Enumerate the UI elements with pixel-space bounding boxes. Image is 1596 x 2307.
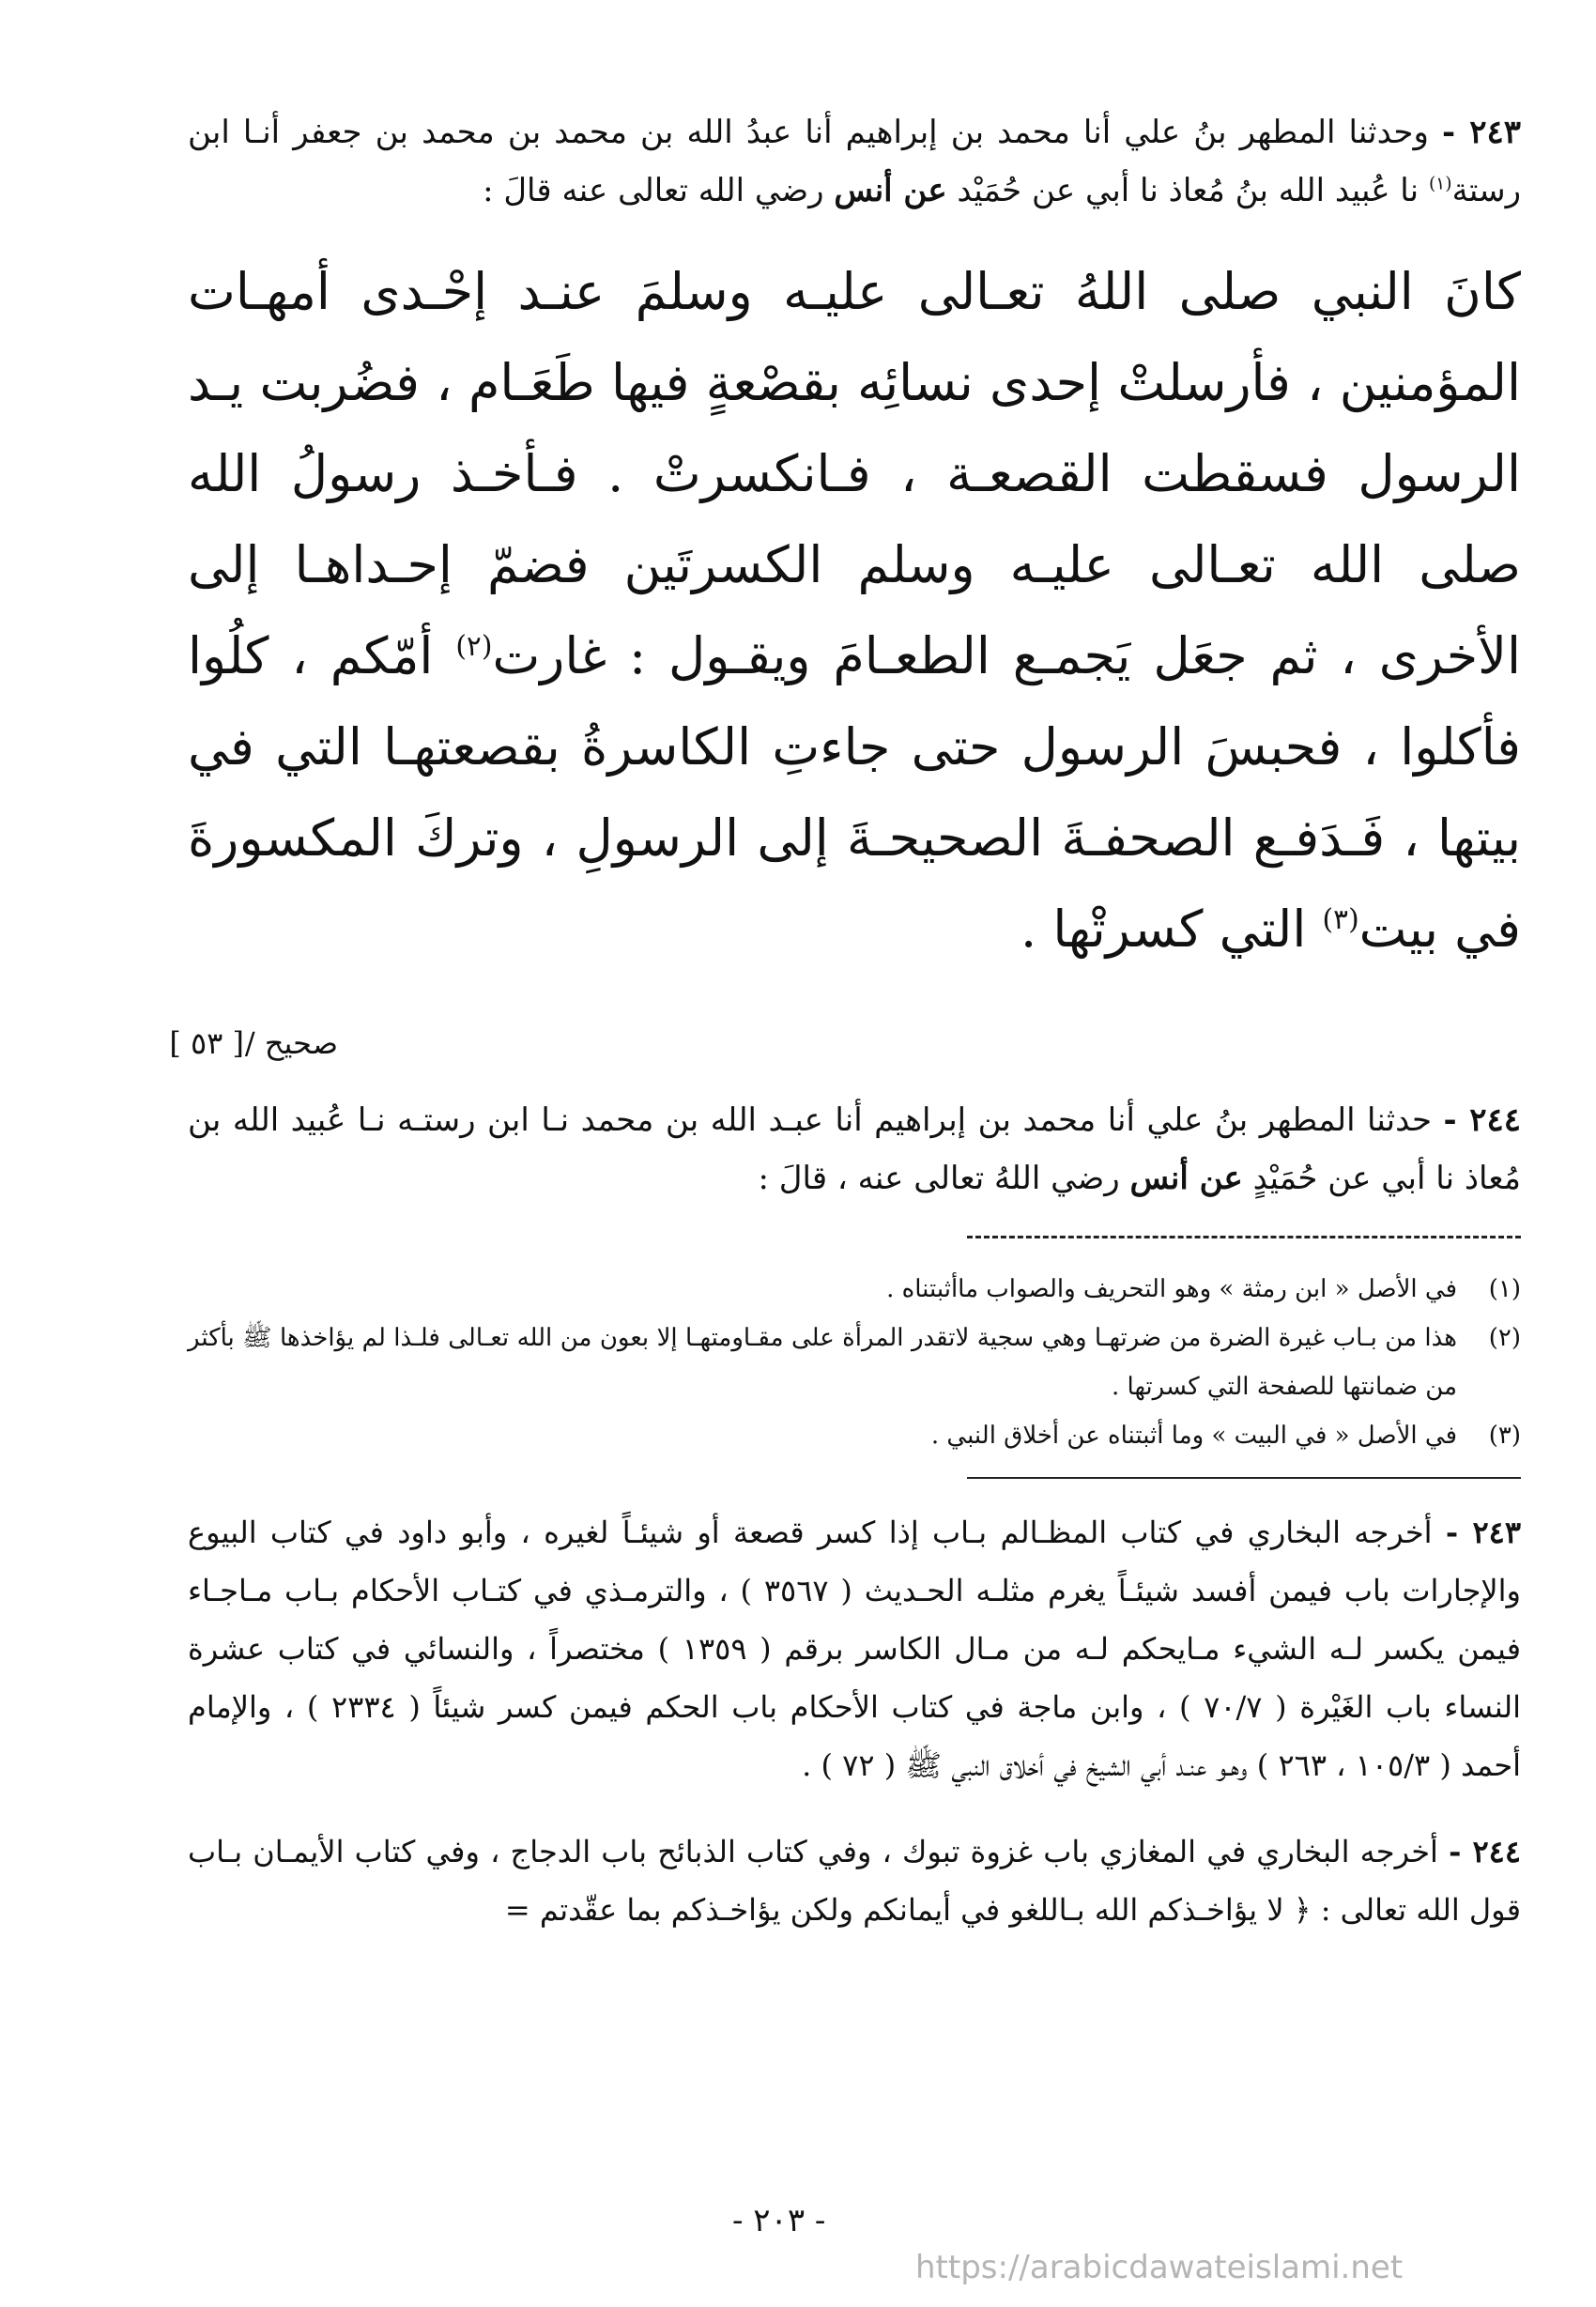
hadith-244-narrator: عن أنس [1129, 1160, 1243, 1197]
hadith-243-number: ٢٤٣ - [1441, 114, 1521, 151]
watermark-url[interactable]: https://arabicdawateislami.net [915, 2249, 1404, 2286]
matn-text-3: التي كسرتْها . [1021, 900, 1307, 959]
hadith-244-isnad-end: رضي اللهُ تعالى عنه ، قالَ : [758, 1160, 1120, 1197]
grade-reference: [ ٥٣ ] [169, 1025, 244, 1061]
footnote-text: هذا من بـاب غيرة الضرة من ضرتهـا وهي سجية لاتقدر المرأة على مقـاومتهـا إلا بعون من الله تعـالى فلـذا لم يؤاخذها ﷺ بأكثر من ضمانتها للصفحة التي كسرتها . [188, 1324, 1457, 1401]
footnote-ref-3[interactable]: (٣) [1322, 903, 1359, 936]
footnote-number: (١) [1488, 1275, 1521, 1303]
matn-text-2: أمّكم ، كلُوا فأكلوا ، فحبسَ الرسول حتى جاءتِ الكاسرةُ بقصعتهـا التي في بيتها ، فَـدَفـع الصحفـةَ الصحيحـةَ إلى الرسولِ ، وتركَ المكسورةَ في بيت [188, 626, 1521, 959]
footnote-separator-dashed [967, 1236, 1521, 1238]
hadith-grade: صحيح / [244, 1025, 338, 1061]
hadith-243-isnad-end: رضي الله تعالى عنه قالَ : [483, 172, 824, 209]
hadith-243-isnad-text: وحدثنا المطهر بنُ علي أنا محمد بن إبراهيم أنا عبدُ الله بن محمد بن محمد بن جعفر أنـا ابن رستة [188, 114, 1521, 209]
takhrij-243-number: ٢٤٣ - [1445, 1515, 1522, 1550]
takhrij-244 [188, 1823, 1521, 1939]
page-number: - ٢٠٣ - [732, 2202, 826, 2239]
footnote-number: (٢) [1488, 1324, 1521, 1352]
footnote [188, 1265, 1521, 1314]
footnote [188, 1411, 1521, 1460]
takhrij-243 [188, 1503, 1521, 1794]
footnotes [188, 1265, 1521, 1460]
footnote-ref-1[interactable]: (١) [1428, 174, 1452, 194]
takhrij-244-text: أخرجه البخاري في المغازي باب غزوة تبوك ، وفي كتاب الذبائح باب الدجاج ، وفي كتاب الأيمـان بـاب قول الله تعالى : ﴿ لا يؤاخـذكم الله بـاللغو في أيمانكم ولكن يؤاخـذكم بما عقّدتم = [188, 1834, 1521, 1928]
takhrij-244-number: ٢٤٤ - [1449, 1834, 1522, 1869]
hadith-244-number: ٢٤٤ - [1443, 1101, 1522, 1139]
hadith-243-narrator: عن أنس [834, 172, 947, 209]
matn-text-1: كانَ النبي صلى اللهُ تعـالى عليـه وسلمَ عنـد إحْـدى أمهـات المؤمنين ، فأرسلتْ إحدى نسائِه بقصْعةٍ فيها طَعَـام ، فضُربت يـد الرسول فسقطت القصعـة ، فـانكسرتْ . فـأخـذ رسولُ الله صلى الله تعـالى عليـه وسلم الكسرتَين فضمّ إحـداهـا إلى الأخرى ، ثم جعَل يَجمـع الطعـامَ ويقـول : غارت [188, 262, 1521, 685]
page-body [169, 103, 1522, 1939]
footnote [188, 1314, 1521, 1411]
footnote-ref-2[interactable]: (٢) [455, 630, 493, 663]
takhrij-243-text: أخرجه البخاري في كتاب المظـالم بـاب إذا كسر قصعة أو شيئـاً لغيره ، وأبو داود في كتاب البيوع والإجارات باب فيمن أفسد شيئـاً يغرم مثلـه الحـديث ( ٣٥٦٧ ) ، والترمـذي في كتـاب الأحكام بـاب مـاجـاء فيمن يكسر لـه الشيء مـايحكم لـه من مـال الكاسر برقم ( ١٣٥٩ ) مختصراً ، والنسائي في كتاب عشرة النساء باب الغَيْرة ( ٧٠/٧ ) ، وابن ماجة في كتاب الأحكام باب الحكم فيمن كسر شيئاً ( ٢٣٣٤ ) ، والإمام أحمد ( ١٠٥/٣ ، ٢٦٣ ) وهـو عنـد أبي الشيخ في أخلاق النبي ﷺ ( ٧٢ ) . [188, 1515, 1522, 1783]
hadith-243-isnad-text-2: نا عُبيد الله بنُ مُعاذ نا أبي عن حُمَيْد [957, 172, 1420, 209]
footnote-number: (٣) [1488, 1422, 1521, 1450]
grade-row [169, 1016, 1521, 1082]
hadith-244-isnad-text: حدثنا المطهر بنُ علي أنا محمد بن إبراهيم أنا عبـد الله بن محمد نـا ابن رستـه نـا عُبيد الله بن مُعاذ نا أبي عن حُمَيْدٍ [188, 1101, 1521, 1197]
footnote-text: في الأصل « في البيت » وما أثبتناه عن أخلاق النبي . [930, 1422, 1457, 1450]
takhrij-separator [967, 1477, 1521, 1479]
hadith-243-matn [188, 246, 1521, 975]
hadith-243-isnad [188, 103, 1521, 220]
footnote-text: في الأصل « ابن رمثة » وهو التحريف والصواب ماأثبتناه . [886, 1275, 1457, 1303]
hadith-244-isnad [188, 1091, 1521, 1207]
